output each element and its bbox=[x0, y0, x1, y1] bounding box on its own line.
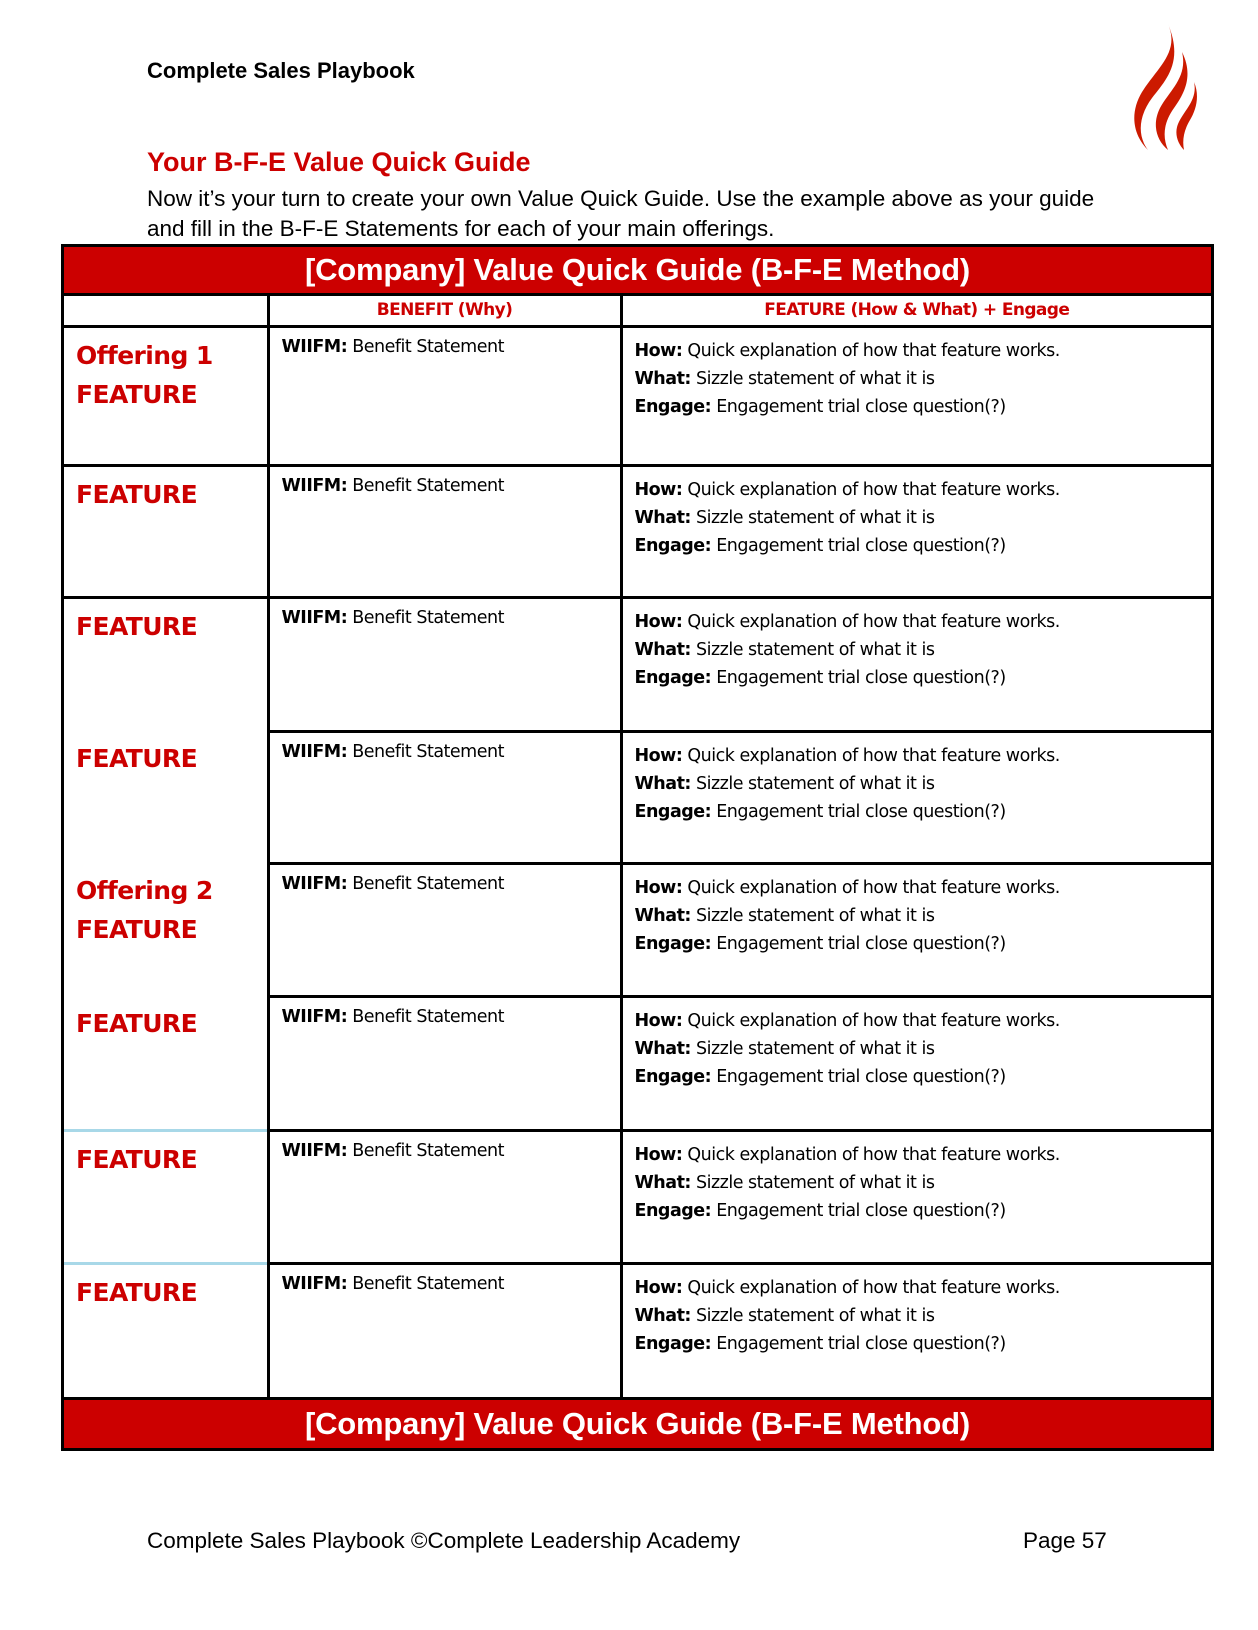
engage-line bbox=[635, 930, 1212, 958]
benefit-cell[interactable] bbox=[268, 465, 621, 597]
what-key: What: bbox=[634, 507, 691, 528]
how-text: Quick explanation of how that feature works. bbox=[682, 479, 1060, 500]
engage-text: Engagement trial close question(?) bbox=[711, 396, 1006, 417]
feature-cell[interactable] bbox=[621, 465, 1211, 597]
guide-title-top: [Company] Value Quick Guide (B-F-E Method) bbox=[64, 247, 1211, 296]
table-row bbox=[64, 1263, 1211, 1397]
feature-label-cell[interactable] bbox=[64, 1130, 268, 1263]
feature-label-cell[interactable] bbox=[64, 597, 268, 731]
engage-line bbox=[635, 1197, 1212, 1225]
what-text: Sizzle statement of what it is bbox=[690, 1038, 935, 1059]
benefit-cell[interactable] bbox=[268, 326, 621, 465]
wiifm-key: WIIFM: bbox=[281, 1273, 348, 1294]
engage-line bbox=[635, 393, 1212, 421]
what-text: Sizzle statement of what it is bbox=[690, 1172, 935, 1193]
table-row bbox=[64, 731, 1211, 863]
engage-text: Engagement trial close question(?) bbox=[711, 933, 1006, 954]
how-key: How: bbox=[634, 611, 683, 632]
wiifm-key: WIIFM: bbox=[281, 1006, 348, 1027]
page-number: Page 57 bbox=[1023, 1528, 1107, 1553]
benefit-text: Benefit Statement bbox=[347, 873, 504, 894]
how-key: How: bbox=[634, 479, 683, 500]
intro-paragraph: Now it’s your turn to create your own Value Quick Guide. Use the example above as your guide and fill in the B-F-E Statements for each of your main offerings. bbox=[147, 186, 1095, 241]
wiifm-key: WIIFM: bbox=[281, 741, 348, 762]
what-text: Sizzle statement of what it is bbox=[690, 639, 935, 660]
feature-cell[interactable] bbox=[621, 326, 1211, 465]
feature-label-cell[interactable] bbox=[64, 326, 268, 465]
how-line bbox=[635, 476, 1212, 504]
wiifm-key: WIIFM: bbox=[281, 336, 348, 357]
wiifm-key: WIIFM: bbox=[281, 475, 348, 496]
how-key: How: bbox=[634, 745, 683, 766]
what-line bbox=[635, 1302, 1212, 1330]
what-key: What: bbox=[634, 639, 691, 660]
feature-label-cell[interactable] bbox=[64, 1263, 268, 1397]
benefit-text: Benefit Statement bbox=[347, 336, 504, 357]
what-key: What: bbox=[634, 905, 691, 926]
engage-key: Engage: bbox=[634, 535, 712, 556]
engage-text: Engagement trial close question(?) bbox=[711, 801, 1006, 822]
what-key: What: bbox=[634, 773, 691, 794]
value-quick-guide-table bbox=[61, 244, 1214, 1451]
wiifm-key: WIIFM: bbox=[281, 873, 348, 894]
column-header-benefit: BENEFIT (Why) bbox=[268, 296, 621, 326]
benefit-cell[interactable] bbox=[268, 863, 621, 996]
benefit-cell[interactable] bbox=[268, 1130, 621, 1263]
how-key: How: bbox=[634, 1277, 683, 1298]
benefit-cell[interactable] bbox=[268, 731, 621, 863]
feature-label-cell[interactable] bbox=[64, 863, 268, 996]
what-line bbox=[635, 504, 1212, 532]
feature-label: FEATURE bbox=[76, 379, 198, 409]
what-text: Sizzle statement of what it is bbox=[690, 1305, 935, 1326]
what-text: Sizzle statement of what it is bbox=[690, 905, 935, 926]
engage-line bbox=[635, 1330, 1212, 1358]
table-row bbox=[64, 597, 1211, 731]
engage-key: Engage: bbox=[634, 1066, 712, 1087]
feature-label: FEATURE bbox=[76, 611, 198, 641]
how-key: How: bbox=[634, 1144, 683, 1165]
table-row bbox=[64, 863, 1211, 996]
benefit-text: Benefit Statement bbox=[347, 741, 504, 762]
benefit-text: Benefit Statement bbox=[347, 475, 504, 496]
feature-cell[interactable] bbox=[621, 597, 1211, 731]
benefit-text: Benefit Statement bbox=[347, 1006, 504, 1027]
feature-label: FEATURE bbox=[76, 1277, 198, 1307]
engage-key: Engage: bbox=[634, 1333, 712, 1354]
what-key: What: bbox=[634, 368, 691, 389]
engage-text: Engagement trial close question(?) bbox=[711, 1066, 1006, 1087]
benefit-text: Benefit Statement bbox=[347, 1273, 504, 1294]
how-line bbox=[635, 1007, 1212, 1035]
benefit-text: Benefit Statement bbox=[347, 1140, 504, 1161]
offering-label: Offering 2 bbox=[76, 876, 213, 905]
how-key: How: bbox=[634, 1010, 683, 1031]
footer-copyright: Complete Sales Playbook ©Complete Leadership Academy bbox=[147, 1528, 741, 1553]
engage-key: Engage: bbox=[634, 396, 712, 417]
what-key: What: bbox=[634, 1305, 691, 1326]
how-line bbox=[635, 1274, 1212, 1302]
what-line bbox=[635, 1035, 1212, 1063]
engage-line bbox=[635, 664, 1212, 692]
feature-cell[interactable] bbox=[621, 1130, 1211, 1263]
engage-text: Engagement trial close question(?) bbox=[711, 1200, 1006, 1221]
what-text: Sizzle statement of what it is bbox=[690, 773, 935, 794]
table-row bbox=[64, 326, 1211, 465]
flame-icon bbox=[1118, 22, 1198, 152]
how-text: Quick explanation of how that feature works. bbox=[682, 877, 1060, 898]
how-text: Quick explanation of how that feature works. bbox=[682, 340, 1060, 361]
what-line bbox=[635, 770, 1212, 798]
engage-key: Engage: bbox=[634, 933, 712, 954]
what-line bbox=[635, 365, 1212, 393]
offering-label: Offering 1 bbox=[76, 340, 213, 370]
what-line bbox=[635, 636, 1212, 664]
engage-text: Engagement trial close question(?) bbox=[711, 1333, 1006, 1354]
what-text: Sizzle statement of what it is bbox=[690, 507, 935, 528]
column-header-feature: FEATURE (How & What) + Engage bbox=[621, 296, 1211, 326]
engage-key: Engage: bbox=[634, 801, 712, 822]
feature-cell[interactable] bbox=[621, 863, 1211, 996]
how-text: Quick explanation of how that feature works. bbox=[682, 745, 1060, 766]
what-key: What: bbox=[634, 1172, 691, 1193]
what-text: Sizzle statement of what it is bbox=[690, 368, 935, 389]
engage-key: Engage: bbox=[634, 667, 712, 688]
running-header: Complete Sales Playbook bbox=[147, 58, 415, 83]
feature-label-cell[interactable] bbox=[64, 465, 268, 597]
feature-label: FEATURE bbox=[76, 479, 198, 509]
how-line bbox=[635, 874, 1212, 902]
feature-label-cell[interactable] bbox=[64, 731, 268, 863]
how-text: Quick explanation of how that feature works. bbox=[682, 1010, 1060, 1031]
feature-cell[interactable] bbox=[621, 996, 1211, 1130]
what-key: What: bbox=[634, 1038, 691, 1059]
benefit-cell[interactable] bbox=[268, 1263, 621, 1397]
how-line bbox=[635, 337, 1212, 365]
wiifm-key: WIIFM: bbox=[281, 607, 348, 628]
feature-cell[interactable] bbox=[621, 1263, 1211, 1397]
how-text: Quick explanation of how that feature works. bbox=[682, 1144, 1060, 1165]
feature-label: FEATURE bbox=[76, 744, 198, 773]
table-row bbox=[64, 996, 1211, 1130]
how-line bbox=[635, 742, 1212, 770]
how-text: Quick explanation of how that feature works. bbox=[682, 611, 1060, 632]
how-line bbox=[635, 608, 1212, 636]
benefit-cell[interactable] bbox=[268, 996, 621, 1130]
what-line bbox=[635, 1169, 1212, 1197]
engage-line bbox=[635, 798, 1212, 826]
how-key: How: bbox=[634, 340, 683, 361]
feature-label-cell[interactable] bbox=[64, 996, 268, 1130]
table-row bbox=[64, 465, 1211, 597]
feature-label: FEATURE bbox=[76, 1009, 198, 1038]
benefit-text: Benefit Statement bbox=[347, 607, 504, 628]
engage-text: Engagement trial close question(?) bbox=[711, 667, 1006, 688]
how-key: How: bbox=[634, 877, 683, 898]
engage-line bbox=[635, 1063, 1212, 1091]
how-line bbox=[635, 1141, 1212, 1169]
how-text: Quick explanation of how that feature works. bbox=[682, 1277, 1060, 1298]
feature-cell[interactable] bbox=[621, 731, 1211, 863]
feature-label: FEATURE bbox=[76, 915, 198, 944]
engage-text: Engagement trial close question(?) bbox=[711, 535, 1006, 556]
engage-key: Engage: bbox=[634, 1200, 712, 1221]
section-title: Your B-F-E Value Quick Guide bbox=[147, 147, 531, 177]
what-line bbox=[635, 902, 1212, 930]
column-header-blank bbox=[64, 296, 268, 326]
engage-line bbox=[635, 532, 1212, 560]
guide-title-bottom: [Company] Value Quick Guide (B-F-E Method) bbox=[64, 1397, 1211, 1448]
benefit-cell[interactable] bbox=[268, 597, 621, 731]
wiifm-key: WIIFM: bbox=[281, 1140, 348, 1161]
table-row bbox=[64, 1130, 1211, 1263]
feature-label: FEATURE bbox=[76, 1144, 198, 1174]
